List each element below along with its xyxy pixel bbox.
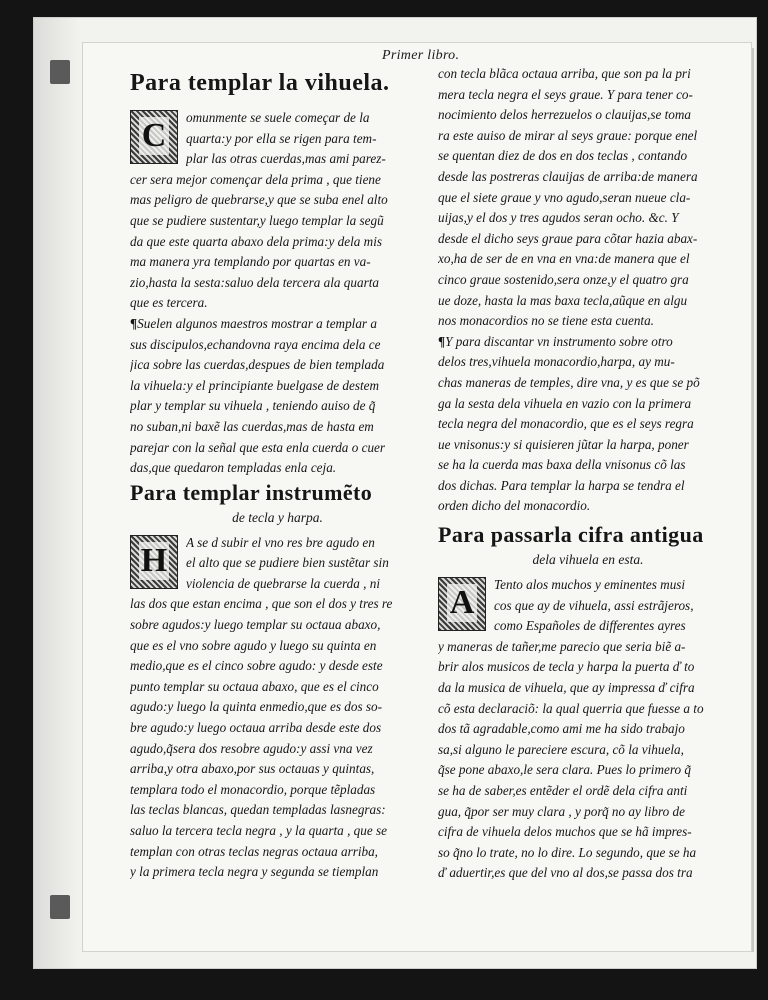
paragraph: [130, 108, 425, 314]
text-line: templan con otras teclas negras octaua arriba,: [130, 843, 378, 859]
text-line: el alto que se pudiere bien sustẽtar sin: [186, 555, 389, 571]
text-line: delos tres,vihuela monacordio,harpa, ay mu-: [438, 354, 675, 370]
text-line: orden dicho del monacordio.: [438, 498, 591, 514]
text-line: nocimiento delos herrezuelos o clauijas,se toma: [438, 107, 691, 123]
text-line: brir alos musicos de tecla y harpa la puerta ď to: [438, 659, 695, 675]
text-line: bre agudo:y luego octaua arriba desde este dos: [130, 720, 382, 736]
text-line: cos que ay de vihuela, assi estrãjeros,: [494, 597, 694, 613]
paragraph: [130, 314, 425, 479]
text-line: cifra de vihuela delos muchos que se hã impres-: [438, 824, 692, 840]
text-line: ra este auiso de mirar al seys graue: porque enel: [438, 127, 698, 143]
binding-clip-icon: [50, 60, 70, 84]
text-line: uijas,y el dos y tres agudos seran ocho. &c. Y: [438, 210, 679, 226]
binding-clip-icon: [50, 895, 70, 919]
text-line: agudo:y luego la quinta enmedio,que es dos so-: [130, 699, 382, 715]
text-line: las teclas blancas, quedan templadas lasnegras:: [130, 802, 386, 818]
section-subheading: de tecla y harpa.: [232, 509, 323, 525]
text-line: jica sobre las cuerdas,despues de bien templada: [130, 357, 385, 373]
text-line: Tento alos muchos y eminentes musi: [494, 577, 686, 593]
text-line: zio,hasta la sesta:saluo dela tercera ala quarta: [130, 274, 379, 290]
text-line: sus discipulos,echandovna raya encima dela ce: [130, 336, 381, 352]
text-line: y maneras de tañer,me parecio que seria biẽ a-: [438, 638, 686, 654]
page-edge-shadow: [34, 18, 80, 968]
text-line: como Españoles de differentes ayres: [494, 618, 686, 634]
text-line: violencia de quebrarse la cuerda , ni: [186, 575, 380, 591]
text-line: mas peligro de quebrarse,y que se suba enel alto: [130, 192, 388, 208]
text-line: ¶Y para discantar vn instrumento sobre otro: [438, 333, 673, 349]
section-subheading: dela vihuela en esta.: [532, 552, 644, 568]
paragraph: [438, 64, 738, 332]
text-line: se ha la cuerda mas baxa della vnisonus cõ las: [438, 457, 686, 473]
section-heading: Para templar instrumẽto: [130, 479, 373, 505]
text-line: nos monacordios no se tiene esta cuenta.: [438, 313, 654, 329]
text-line: da la musica de vihuela, que ay impressa ď cifra: [438, 680, 695, 696]
text-line: la vihuela:y el principiante buelgase de destem: [130, 377, 380, 393]
decorated-initial: C: [130, 110, 178, 164]
text-line: cinco graue sostenido,sera onze,y el quatro gra: [438, 271, 689, 287]
decorated-initial: A: [438, 577, 486, 631]
text-line: ue vnisonus:y si quisieren jũtar la harpa, poner: [438, 436, 689, 452]
text-line: chas maneras de temples, dire vna, y es que se põ: [438, 374, 700, 390]
text-line: dos tã agradable,como ami me ha sido trabajo: [438, 721, 685, 737]
text-line: so q̃no lo trate, no lo dire. Lo segundo, que se ha: [438, 844, 697, 860]
text-line: que es tercera.: [130, 295, 208, 311]
text-line: gua, q̃por ser muy clara , y porq̃ no ay libro de: [438, 803, 685, 819]
left-column: [130, 64, 425, 883]
text-line: cõ esta declaraciõ: la qual querria que fuesse a to: [438, 700, 704, 716]
text-line: q̃se pone abaxo,le sera clara. Pues lo primero q̃: [438, 762, 691, 778]
text-line: plar las otras cuerdas,mas ami parez-: [186, 151, 386, 167]
text-line: no suban,ni baxẽ las cuerdas,mas de hasta em: [130, 418, 374, 434]
text-line: tecla negra del monacordio, que es el seys regra: [438, 416, 694, 432]
text-line: saluo la tercera tecla negra , y la quarta , que se: [130, 823, 387, 838]
decorated-initial: H: [130, 535, 178, 589]
right-column: [438, 64, 738, 884]
paragraph: [438, 575, 738, 884]
text-line: omunmente se suele começar de la: [186, 110, 370, 125]
text-line: templara todo el monacordio, porque tẽpladas: [130, 781, 376, 797]
section-heading: Para templar la vihuela.: [130, 70, 390, 96]
text-line: parejar con la señal que esta enla cuerda o cuer: [130, 439, 386, 455]
text-line: que se pudiere sustentar,y luego templar la segũ: [130, 212, 384, 228]
text-line: plar y templar su vihuela , teniendo auiso de q̃: [130, 398, 376, 414]
text-line: se quentan diez de dos en dos teclas , contando: [438, 148, 688, 164]
text-line: quarta:y por ella se rigen para tem-: [186, 130, 377, 146]
text-line: A se d subir el vno res bre agudo en: [186, 534, 375, 550]
text-line: desde el dicho seys graue para cõtar hazia abax-: [438, 230, 698, 246]
text-line: da que este quarta abaxo dela prima:y dela mis: [130, 233, 382, 249]
paragraph: [438, 332, 738, 517]
text-line: punto templar su octaua abaxo, que es el cinco: [130, 678, 379, 694]
text-line: ď aduertir,es que del vno al dos,se passa dos tra: [438, 865, 693, 881]
text-line: ga la sesta dela vihuela en vazio con la primera: [438, 395, 692, 411]
text-line: se ha de saber,es entẽder el ordẽ dela cifra anti: [438, 783, 688, 798]
text-line: con tecla blãca octaua arriba, que son pa la pri: [438, 66, 691, 81]
text-line: que es el vno sobre agudo y luego su quinta en: [130, 637, 377, 653]
section-heading: Para passarla cifra antigua: [438, 522, 704, 548]
text-line: y la primera tecla negra y segunda se tiemplan: [130, 864, 379, 880]
running-head: Primer libro.: [382, 48, 460, 63]
text-line: arriba,y otra abaxo,por sus octauas y quintas,: [130, 761, 375, 777]
text-line: sobre agudos:y luego templar su octaua abaxo,: [130, 617, 381, 633]
text-line: ue doze, hasta la mas baxa tecla,aũque en algu: [438, 292, 688, 308]
text-line: das,que quedaron templadas enla ceja.: [130, 460, 337, 476]
text-line: cer sera mejor començar dela prima , que tiene: [130, 171, 381, 187]
text-line: sa,si alguno le pareciere escura, cõ la vihuela,: [438, 741, 684, 757]
text-line: medio,que es el cinco sobre agudo: y desde este: [130, 658, 383, 674]
text-line: las dos que estan encima , que son el dos y tres re: [130, 596, 393, 612]
text-line: xo,ha de ser de en vna en vna:de manera que el: [438, 251, 690, 267]
text-line: desde las postreras clauijas de arriba:de manera: [438, 168, 698, 184]
text-line: mera tecla negra el seys graue. Y para tener co-: [438, 86, 693, 102]
text-line: ma manera yra templando por quartas en va-: [130, 254, 371, 270]
text-line: agudo,q̃sera dos resobre agudo:y assi vna vez: [130, 740, 373, 756]
text-line: dos dichas. Para templar la harpa se tendra el: [438, 477, 685, 493]
text-line: que el siete graue y vno agudo,seran nueue cla-: [438, 189, 691, 205]
paragraph: [130, 533, 425, 883]
text-line: ¶Suelen algunos maestros mostrar a templar a: [130, 315, 377, 331]
